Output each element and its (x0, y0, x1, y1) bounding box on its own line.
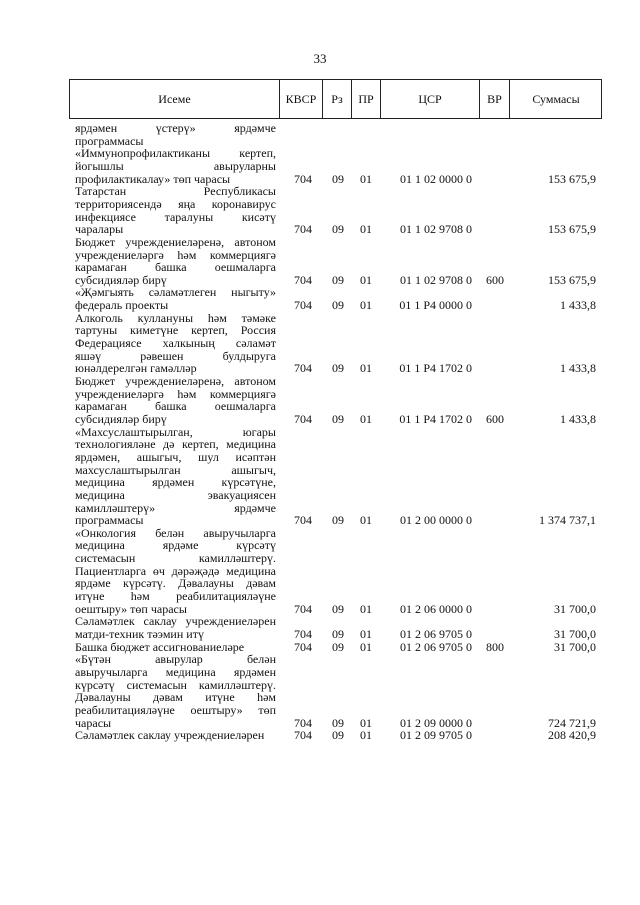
row-sum: 1 433,8 (560, 411, 596, 426)
row-name-line: Алкоголь куллануны һәм тәмәке (75, 310, 276, 325)
row-name-line: махсуслаштырылган ашыгыч, (75, 462, 276, 477)
row-pr: 01 (360, 361, 372, 376)
row-sum: 153 675,9 (548, 272, 596, 287)
row-rz: 09 (332, 626, 344, 641)
row-csr: 01 2 09 0000 0 (400, 715, 472, 730)
table-header (69, 79, 602, 119)
row-csr: 01 2 00 0000 0 (400, 513, 472, 528)
row-csr: 01 1 P4 1702 0 (399, 361, 472, 376)
row-name-line: медицина ярдәме күрсәтү (75, 538, 276, 553)
row-sum: 1 433,8 (560, 361, 596, 376)
row-rz: 09 (332, 361, 344, 376)
row-pr: 01 (360, 222, 372, 237)
header-name: Исеме (70, 80, 280, 118)
table-row (0, 312, 640, 375)
row-sum: 1 374 737,1 (539, 513, 596, 528)
row-kvsr: 704 (294, 272, 312, 287)
row-name-line: Бюджет учреждениеләренә, автоном (75, 234, 276, 249)
row-name-line: юнәлдерелгән гамәлләр (75, 361, 197, 376)
row-name-line: профилактикалау» төп чарасы (75, 171, 231, 186)
row-rz: 09 (332, 513, 344, 528)
row-name (75, 185, 276, 236)
row-name-line: итүне һәм реабилитацияләүне (75, 589, 276, 604)
row-name-line: системасын камилләштерү. (75, 551, 276, 566)
row-pr: 01 (360, 626, 372, 641)
row-sum: 153 675,9 (548, 171, 596, 186)
table-row (0, 375, 640, 426)
header-sum: Суммасы (532, 92, 580, 106)
row-name-line: карамаган башка оешмаларга (75, 260, 276, 275)
table-row (0, 527, 640, 616)
row-name-line: Пациентларга өч дәрәҗәдә медицина (75, 563, 276, 578)
row-name-line: «Иммунопрофилактиканы кертеп, (75, 146, 276, 161)
row-name-line: яшәү рәвешен булдыруга (75, 348, 276, 363)
row-name-line: медицина ярдәмен күрсәтүне, (75, 475, 276, 490)
table-row (0, 122, 640, 147)
row-kvsr: 704 (294, 715, 312, 730)
row-name (75, 236, 276, 287)
header-csr: ЦСР (381, 80, 480, 118)
row-name-line: технологияләне дә кертеп, медицина (75, 437, 276, 452)
row-name-line: ярдәмен үстерү» ярдәмче (75, 121, 276, 135)
row-csr: 01 2 06 0000 0 (400, 601, 472, 616)
table-row (0, 286, 640, 311)
header-kvsr: КВСР (280, 80, 323, 118)
header-pr: ПР (352, 80, 381, 118)
table-row (0, 729, 640, 742)
row-name-line: субсидияләр бирү (75, 411, 167, 426)
row-name-line: Татарстан Республикасы (75, 184, 276, 199)
row-kvsr: 704 (294, 171, 312, 186)
row-pr: 01 (360, 272, 372, 287)
row-name-line: реабилитацияләүне оештыру» төп (75, 702, 276, 717)
row-kvsr: 704 (294, 361, 312, 376)
row-kvsr: 704 (294, 728, 312, 743)
row-name-line: «Бүтән авырулар белән (75, 652, 276, 667)
row-rz: 09 (332, 272, 344, 287)
row-kvsr: 704 (294, 601, 312, 616)
row-kvsr: 704 (294, 513, 312, 528)
row-sum: 31 700,0 (554, 601, 596, 616)
row-name-line: йогышлы авыруларны (75, 158, 276, 173)
row-csr: 01 2 06 9705 0 (400, 639, 472, 654)
row-rz: 09 (332, 298, 344, 313)
row-pr: 01 (360, 715, 372, 730)
row-name-line: карамаган башка оешмаларга (75, 399, 276, 414)
table-row (0, 147, 640, 185)
row-name-line: ярдәмен, ашыгыч, шул исәптән (75, 449, 276, 464)
row-name-line: федераль проекты (75, 298, 169, 313)
row-name-line: «Махсуслаштырылган, югары (75, 424, 276, 439)
row-vr: 600 (486, 272, 504, 287)
header-rz: Рз (323, 80, 352, 118)
row-name-line: Бюджет учреждениеләренә, автоном (75, 374, 276, 388)
row-name (75, 122, 276, 147)
row-sum: 31 700,0 (554, 639, 596, 654)
row-csr: 01 1 02 9708 0 (400, 272, 472, 287)
row-csr: 01 1 02 0000 0 (400, 171, 472, 186)
row-csr: 01 1 P4 1702 0 (399, 411, 472, 426)
table-row (0, 426, 640, 527)
row-kvsr: 704 (294, 639, 312, 654)
row-pr: 01 (360, 171, 372, 186)
row-sum: 153 675,9 (548, 222, 596, 237)
row-vr: 800 (486, 639, 504, 654)
row-csr: 01 2 06 9705 0 (400, 626, 472, 641)
row-name-line: ярдәме күрсәтү. Дәвалауны дәвам (75, 576, 276, 591)
row-sum: 724 721,9 (548, 715, 596, 730)
row-name (75, 375, 276, 426)
row-rz: 09 (332, 411, 344, 426)
row-name-line: программасы (75, 133, 144, 148)
row-csr: 01 2 09 9705 0 (400, 728, 472, 743)
row-pr: 01 (360, 639, 372, 654)
row-name (75, 729, 276, 742)
page-number: 33 (313, 51, 327, 66)
row-name-line: Федерациясе халкының сәламәт (75, 336, 276, 351)
row-rz: 09 (332, 601, 344, 616)
row-name-line: учреждениеләргә һәм коммерциягә (75, 386, 276, 401)
row-csr: 01 1 02 9708 0 (400, 222, 472, 237)
row-sum: 208 420,9 (548, 728, 596, 743)
row-name (75, 527, 276, 616)
row-name-line: Сәламәтлек саклау учреждениеләрен (75, 614, 276, 629)
row-name-line: чарасы (75, 715, 112, 730)
row-kvsr: 704 (294, 411, 312, 426)
row-rz: 09 (332, 728, 344, 743)
row-kvsr: 704 (294, 626, 312, 641)
row-pr: 01 (360, 513, 372, 528)
row-name-line: матди-техник тәэмин итү (75, 627, 204, 641)
row-name (75, 286, 276, 311)
row-rz: 09 (332, 715, 344, 730)
row-name-line: Дәвалауны дәвам итүне һәм (75, 690, 276, 705)
row-name (75, 653, 276, 729)
row-name-line: территориясендә яңа коронавирус (75, 196, 276, 211)
row-pr: 01 (360, 728, 372, 743)
row-name (75, 426, 276, 527)
row-name (75, 615, 276, 640)
row-name-line: Башка бюджет ассигнованиеләре (75, 639, 245, 654)
row-kvsr: 704 (294, 298, 312, 313)
row-name-line: күрсәтү системасын камилләштерү. (75, 677, 276, 692)
row-pr: 01 (360, 298, 372, 313)
row-kvsr: 704 (294, 222, 312, 237)
row-name-line: «Җәмгыять сәламәтлеген ныгыту» (75, 285, 276, 300)
row-name-line: учреждениеләргә һәм коммерциягә (75, 247, 276, 262)
row-name-line: программасы (75, 513, 144, 528)
row-name-line: инфекциясе таралуны кисәтү (75, 209, 276, 224)
table-row (0, 185, 640, 236)
row-pr: 01 (360, 411, 372, 426)
row-pr: 01 (360, 601, 372, 616)
row-name (75, 147, 276, 185)
header-vr: ВР (480, 80, 510, 118)
row-name-line: оештыру» төп чарасы (75, 601, 187, 616)
row-name-line: медицина эвакуациясен (75, 487, 276, 502)
table-row (0, 653, 640, 729)
row-vr: 600 (486, 411, 504, 426)
row-name-line: тартуны киметүне кертеп, Россия (75, 323, 276, 338)
row-name-line: чаралары (75, 222, 124, 237)
row-name-line: Сәламәтлек саклау учреждениеләрен (75, 728, 265, 743)
row-sum: 31 700,0 (554, 626, 596, 641)
table-row (0, 615, 640, 640)
row-name (75, 312, 276, 375)
row-name-line: субсидияләр бирү (75, 272, 167, 287)
row-rz: 09 (332, 222, 344, 237)
row-rz: 09 (332, 639, 344, 654)
row-name-line: авыручыларга медицина ярдәмен (75, 664, 276, 679)
row-sum: 1 433,8 (560, 298, 596, 313)
table-row (0, 236, 640, 287)
row-name-line: камилләштерү» ярдәмче (75, 500, 276, 515)
row-csr: 01 1 P4 0000 0 (399, 298, 472, 313)
row-rz: 09 (332, 171, 344, 186)
row-name-line: «Онкология белән авыручыларга (75, 525, 276, 540)
